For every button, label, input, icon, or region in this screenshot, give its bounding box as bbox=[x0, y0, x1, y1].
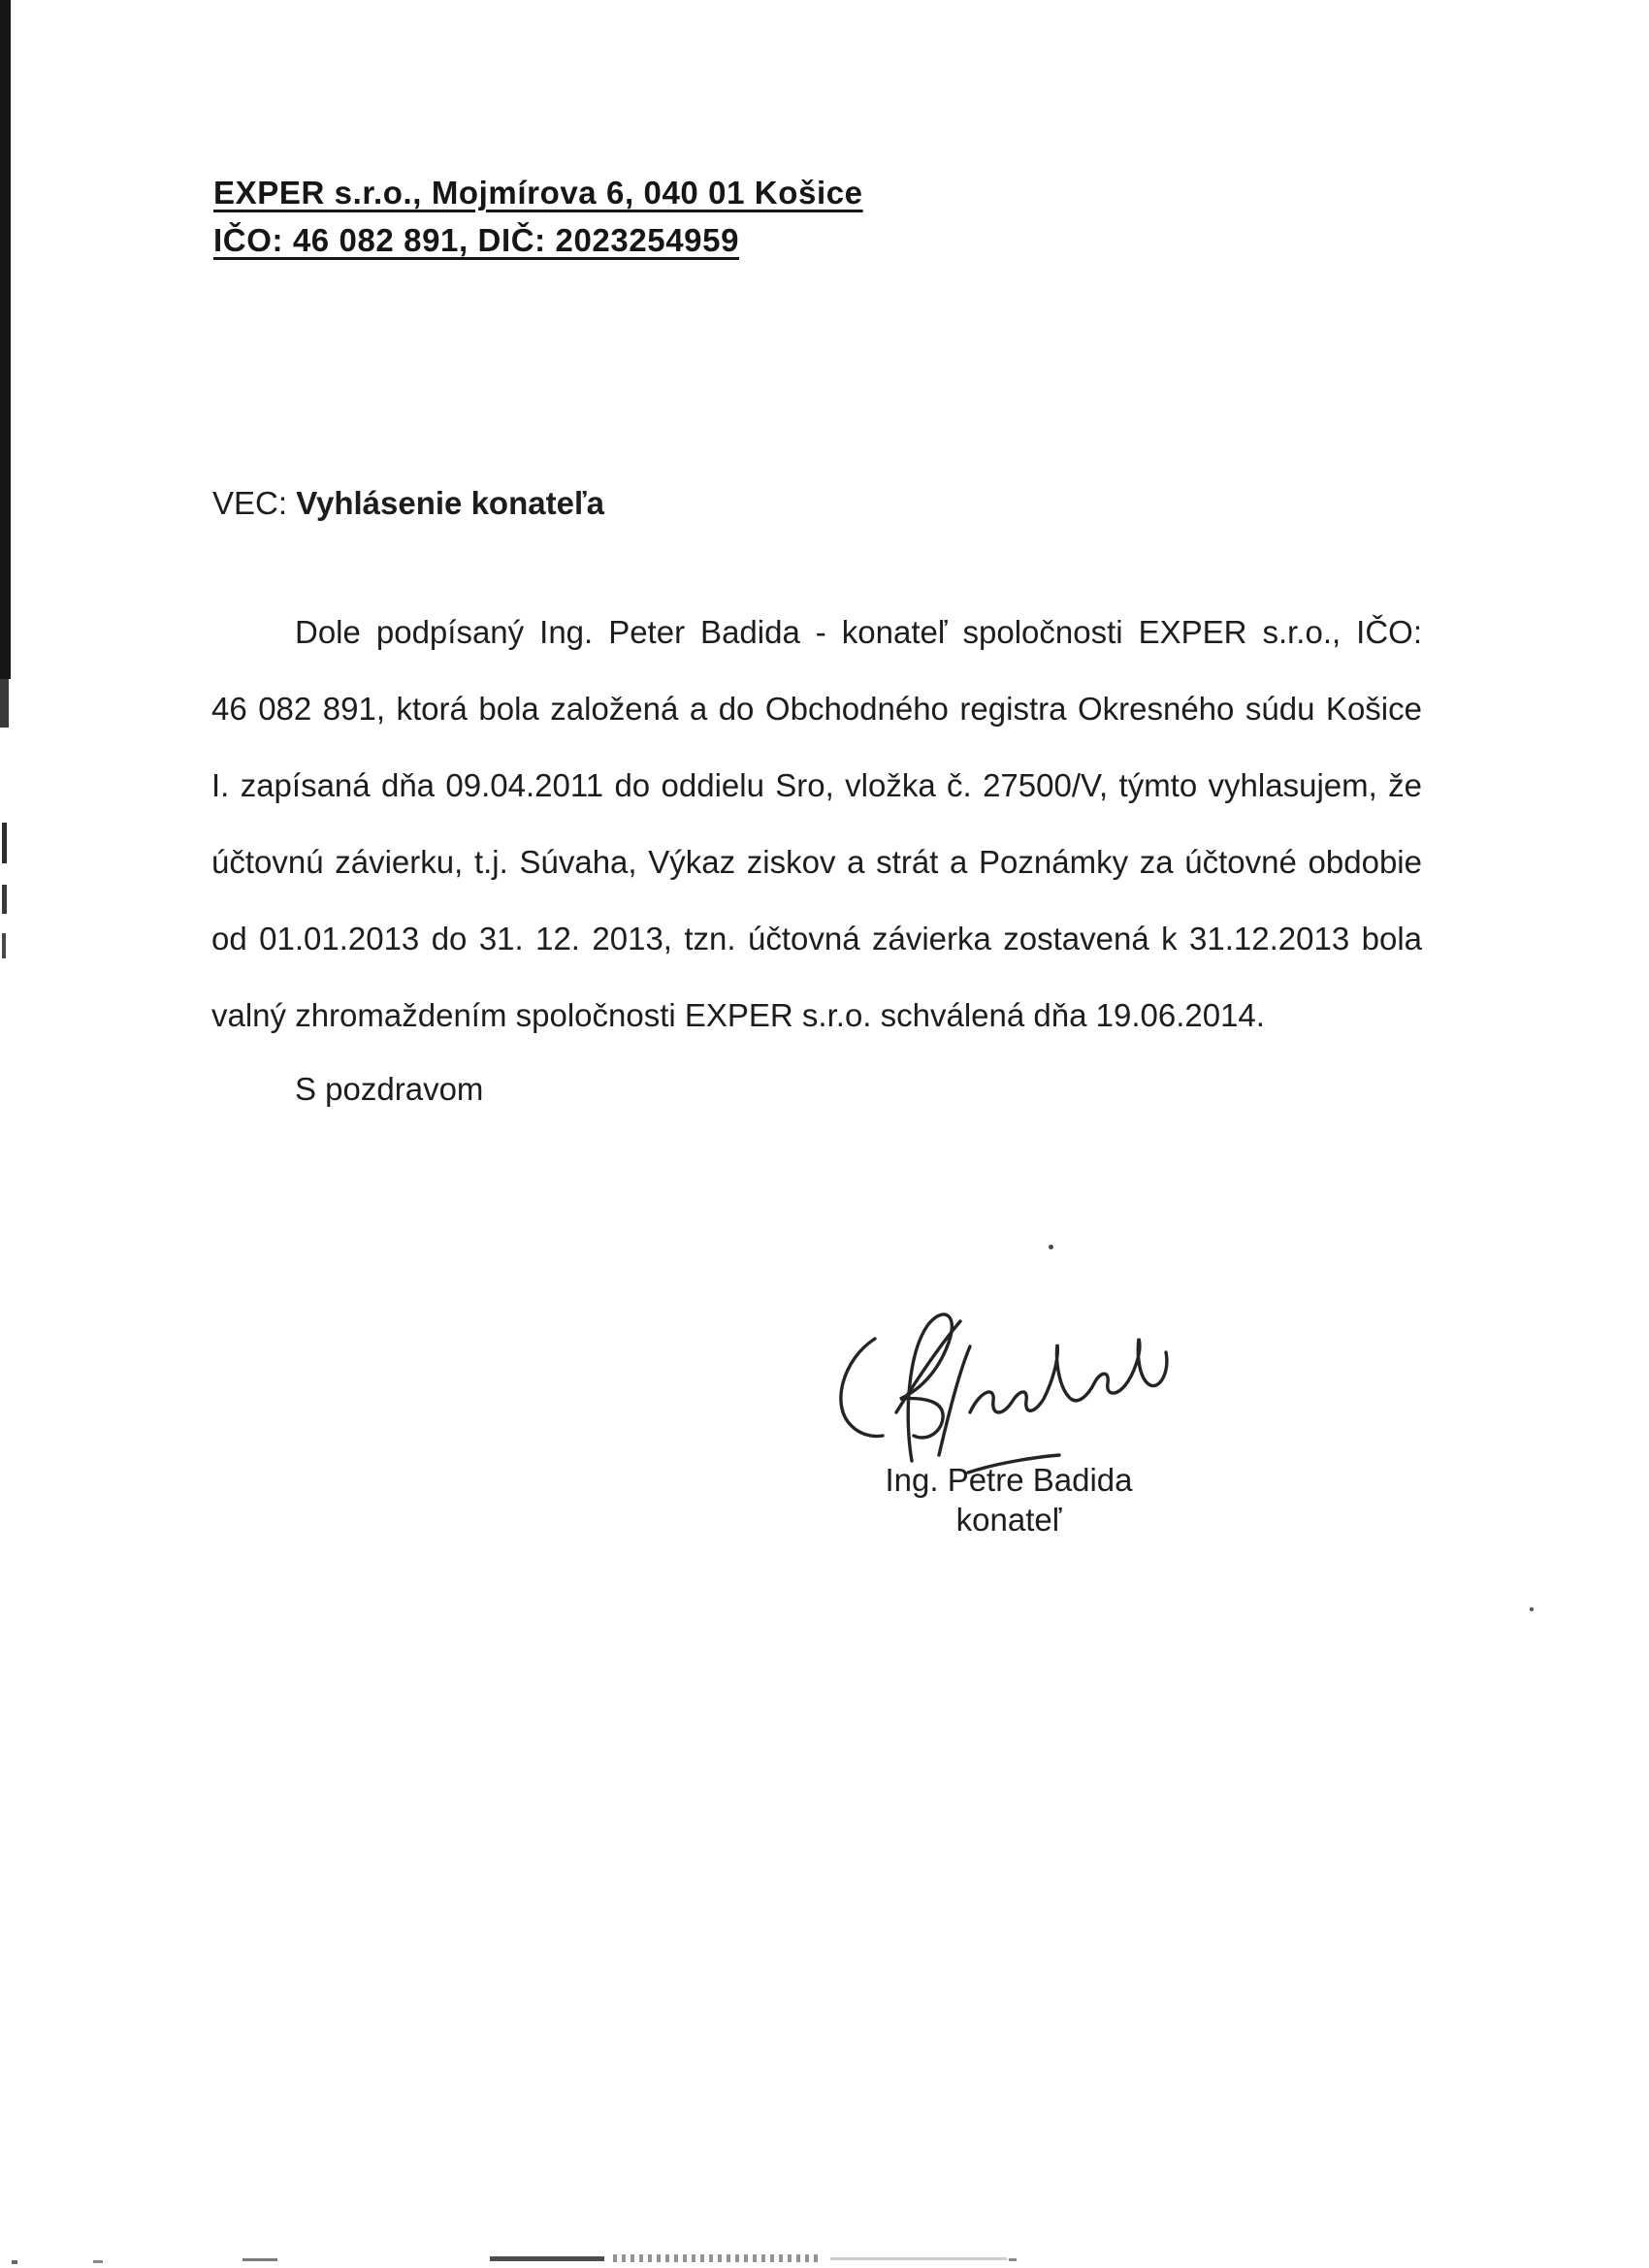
body-line: valný zhromaždením spoločnosti EXPER s.r.o. schválená dňa 19.06.2014. bbox=[211, 997, 1265, 1033]
letterhead-ids-line: IČO: 46 082 891, DIČ: 2023254959 bbox=[213, 222, 740, 258]
scan-artifact-dash bbox=[2, 823, 7, 863]
letterhead bbox=[213, 169, 863, 264]
signatory-name: Ing. Petre Badida bbox=[885, 1462, 1133, 1498]
subject-title: Vyhlásenie konateľa bbox=[296, 485, 605, 521]
subject-line bbox=[212, 485, 604, 522]
body-line: I. zapísaná dňa 09.04.2011 do oddielu Sro, vložka č. 27500/V, týmto vyhlasujem, že bbox=[211, 767, 1422, 803]
scan-artifact-bottom-mark bbox=[242, 2258, 277, 2261]
body-line: od 01.01.2013 do 31. 12. 2013, tzn. účtovná závierka zostavená k 31.12.2013 bola bbox=[211, 921, 1422, 956]
body-line: účtovnú závierku, t.j. Súvaha, Výkaz ziskov a strát a Poznámky za účtovné obdobie bbox=[211, 844, 1422, 880]
scan-artifact-bottom-mark bbox=[1009, 2258, 1017, 2261]
body-line: Dole podpísaný Ing. Peter Badida - konateľ spoločnosti EXPER s.r.o., IČO: bbox=[295, 614, 1422, 650]
signature-handwriting bbox=[823, 1300, 1181, 1474]
scan-artifact-bottom-mark bbox=[490, 2256, 604, 2261]
letterhead-company-line: EXPER s.r.o., Mojmírova 6, 040 01 Košice bbox=[213, 175, 863, 211]
scan-artifact-bottom-mark bbox=[12, 2260, 17, 2264]
scan-artifact-dash bbox=[2, 933, 6, 958]
scan-artifact-bottom-mark bbox=[613, 2254, 819, 2262]
signature-block bbox=[844, 1460, 1174, 1539]
closing-salutation: S pozdravom bbox=[295, 1071, 484, 1107]
signatory-role: konateľ bbox=[955, 1502, 1062, 1538]
scan-artifact-dot bbox=[1049, 1245, 1053, 1249]
body-line: 46 082 891, ktorá bola založená a do Obchodného registra Okresného súdu Košice bbox=[211, 691, 1422, 727]
scan-artifact-bottom-mark bbox=[93, 2260, 103, 2263]
scan-artifact-dash bbox=[2, 885, 7, 914]
scan-artifact-dot bbox=[1530, 1607, 1534, 1611]
scan-artifact-left-edge-fade bbox=[0, 679, 9, 728]
scan-artifact-left-edge bbox=[0, 0, 11, 679]
letter-body bbox=[211, 594, 1422, 1053]
scan-artifact-bottom-mark bbox=[830, 2257, 1007, 2260]
subject-prefix: VEC: bbox=[212, 485, 297, 521]
